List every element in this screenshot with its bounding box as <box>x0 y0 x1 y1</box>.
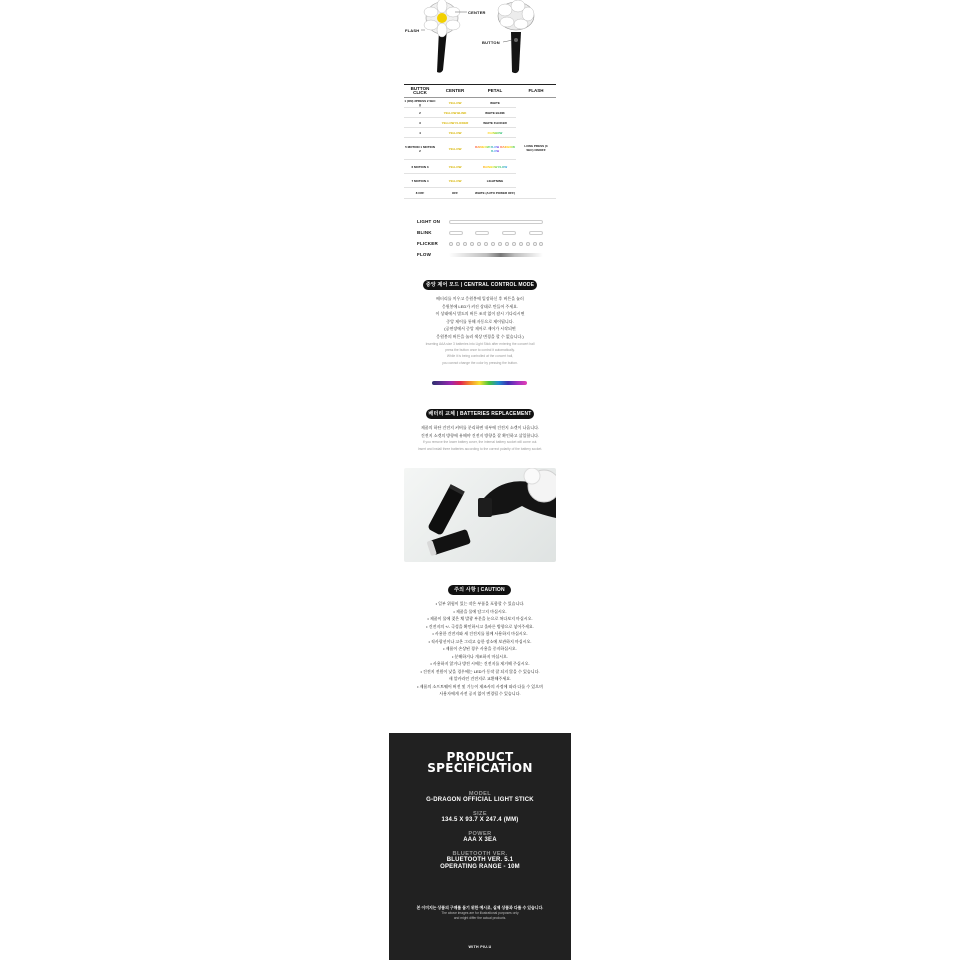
mode-label-blink: BLINK <box>417 230 432 235</box>
cell-center: YELLOW <box>436 128 474 138</box>
spec-note-kr: 본 이미지는 상품의 구매를 돕기 위한 예시로, 실제 상품과 다를 수 있습니다. <box>416 905 544 910</box>
spec-title-line2: SPECIFICATION <box>427 761 533 775</box>
cell-click: 1 (ON) 3PRESS 2 SEC () <box>404 98 436 107</box>
central-kr-line: 배터리를 끼우고 응원봉에 입장하신 후 버튼을 눌러 <box>436 296 524 301</box>
click-number: 7 <box>411 178 414 183</box>
central-kr-line: 이 상태에서 별도의 버튼 조작 없이 잠시 기다리시면 <box>435 311 525 317</box>
cell-petal: LIGHTNING <box>474 174 516 188</box>
spec-power-label: POWER <box>468 831 492 837</box>
caution-item: • 제품을 물에 담그지 마십시오. <box>453 608 507 614</box>
caution-item: • 제품의 소프트웨어 버전 및 기능이 제조사의 사정에 따라 다를 수 있으며 <box>417 683 543 689</box>
header-center: CENTER <box>436 85 474 98</box>
petal-sub: RAINBOW FLOW <box>490 144 515 153</box>
flicker-pattern <box>449 242 543 246</box>
central-en-line: While it is being controlled at the concert hall, <box>446 354 514 359</box>
petal-sub: (AUTO POWER OFF) <box>485 191 515 195</box>
central-kr-line: (공연장에서 중앙 제어로 제어가 시작되면 <box>444 326 516 332</box>
header-button-click: BUTTON CLICK <box>404 85 436 98</box>
caution-item: • 일부 위험이 있는 작은 부품을 포함할 수 있습니다. <box>435 601 525 606</box>
battery-en-line: Insert and install three batteries according to the correct polarity of the battery socket. <box>417 446 543 451</box>
spec-note-en: and might differ the actual products. <box>453 916 507 920</box>
cell-click: 2 <box>404 108 436 118</box>
caution-item: • 사용한 건전지와 새 건전지를 함께 사용하지 마십시오. <box>432 631 528 636</box>
cell-center: OFF <box>436 188 474 199</box>
central-kr-line: 응원봉의 버튼을 눌러 색상 변경을 할 수 없습니다.) <box>436 333 524 339</box>
caution-item: 새 알카라인 건전지로 교환해주세요. <box>448 676 512 681</box>
spec-note-en: The above images are for illustrational purposes only <box>441 911 519 915</box>
spec-model-value: G-DRAGON OFFICIAL LIGHT STICK <box>426 797 534 803</box>
caution-item: 사용자에게 사전 공지 없이 변경될 수 있습니다. <box>439 691 521 696</box>
central-control-title: 중앙 제어 모드 | CENTRAL CONTROL MODE <box>423 280 537 290</box>
spec-bluetooth-label: BLUETOOTH VER. <box>452 851 508 857</box>
spec-bluetooth-value: BLUETOOTH VER. 5.1 <box>446 857 514 863</box>
mode-label-light-on: LIGHT ON <box>417 219 441 224</box>
central-en-line: you cannot change the color by pressing the button. <box>442 360 518 365</box>
spec-size-label: SIZE <box>472 811 488 817</box>
light-stick-illustration <box>395 0 565 80</box>
cell-center: YELLOW <box>436 138 474 160</box>
spec-power-value: AAA X 3EA <box>463 837 497 843</box>
motion-label: MOTION 2 <box>419 144 435 153</box>
cell-petal <box>474 138 516 160</box>
caution-item: • 제품이 물에 젖은 채 발광 부분을 눈으로 쳐다보지 마십시오. <box>427 616 533 621</box>
caution-item: • 건전지 전원이 낮을 경우에는 LED가 동작 잘 되지 않을 수 있습니다. <box>420 668 540 674</box>
cell-petal: WHITE <box>474 98 516 108</box>
center-callout: CENTER <box>468 10 486 15</box>
central-kr-line: 응원봉에 LED가 켜진 상태로 만들어 주세요. <box>441 303 519 309</box>
caution-item: • 분해하거나 개조하지 마십시오. <box>451 653 509 659</box>
click-number: 6 <box>411 164 414 169</box>
spec-size-value: 134.5 X 93.7 X 247.4 (MM) <box>441 817 519 823</box>
cell-center: YELLOW BLINK <box>436 108 474 118</box>
motion-label: MOTION 1 <box>407 144 423 149</box>
cell-click <box>404 138 436 160</box>
header-petal: PETAL <box>474 85 516 98</box>
caution-item: • 제품이 손상된 경우 사용을 중지하십시오. <box>443 646 517 651</box>
central-kr-line: 중앙 제어를 통해 자동으로 제어됩니다. <box>446 318 514 324</box>
button-function-table <box>404 84 556 199</box>
flow-bar <box>449 253 543 257</box>
battery-photo <box>404 468 556 562</box>
motion-label: MOTION 3 <box>414 164 429 169</box>
color-spectrum-bar <box>432 381 527 385</box>
spec-range-value: OPERATING RANGE - 10M <box>440 864 520 870</box>
button-callout: BUTTON <box>482 40 500 45</box>
central-en-line: press the button once to control it automatically. <box>445 347 515 352</box>
spec-footer: WITH PIU-U <box>468 945 492 949</box>
battery-en-line: If you remove the lower battery cover, the internal battery socket will come out. <box>422 440 538 445</box>
cell-center: YELLOW <box>436 174 474 188</box>
cell-petal: RAINBOW <box>474 128 516 138</box>
battery-title: 배터리 교체 | BATTERIES REPLACEMENT <box>426 409 534 419</box>
light-on-bar <box>449 220 543 224</box>
cell-petal: WHITE BLINK <box>474 108 516 118</box>
flash-callout: FLASH <box>405 28 420 33</box>
product-specification-panel <box>389 733 571 960</box>
cell-click <box>404 174 436 188</box>
click-number: 5 <box>405 144 407 149</box>
mode-label-flow: FLOW <box>417 252 432 257</box>
caution-title: 주의 사항 | CAUTION <box>448 585 511 595</box>
cell-click <box>404 160 436 174</box>
header-flash: FLASH <box>516 85 556 98</box>
cell-petal: WHITE FLICKER <box>474 118 516 128</box>
cell-click: 4 <box>404 128 436 138</box>
cell-petal: RAINBOW FLOW <box>474 160 516 174</box>
cell-click: 8 OFF <box>404 188 436 199</box>
battery-kr-line: 건전지 소켓의 방향에 유해야 건전지 방향을 잘 확인하고 삽입합니다. <box>420 432 540 438</box>
spec-title-line1: PRODUCT <box>446 750 514 764</box>
light-stick-front <box>424 0 460 73</box>
caution-item: • 직사광선이나 고온 그리고 습한 장소에 보관하지 마십시오. <box>428 638 532 644</box>
battery-kr-line: 제품의 하단 건전지 커버를 분리하면 내부에 건전지 소켓이 나옵니다. <box>420 425 540 430</box>
central-en-line: Inserting AAA size 3 batteries into Light Stick after entering the concert hall <box>425 341 535 346</box>
central-control-text <box>400 295 560 366</box>
cell-click: 3 <box>404 118 436 128</box>
cell-petal <box>474 188 516 199</box>
petal-value: RAINBOW FLOW <box>475 144 500 149</box>
cell-center: YELLOW <box>436 98 474 108</box>
cell-center: YELLOW FLICKER <box>436 118 474 128</box>
caution-item: • 사용하지 않거나 방전 시에는 건전지를 제거해 주십시오. <box>430 661 530 666</box>
table-row <box>404 98 556 108</box>
battery-text <box>400 424 560 452</box>
light-stick-side <box>498 0 534 73</box>
blink-pattern <box>449 231 543 235</box>
cell-flash-note: LONG PRESS (3 SEC) ON/OFF <box>516 98 556 199</box>
cell-center: YELLOW <box>436 160 474 174</box>
spec-model-label: MODEL <box>468 791 492 797</box>
caution-list <box>400 600 560 698</box>
motion-label: MOTION 4 <box>414 178 429 183</box>
petal-value: WHITE <box>475 191 485 195</box>
mode-label-flicker: FLICKER <box>417 241 438 246</box>
caution-item: • 건전지의 +/- 극성을 확인하시고 올바른 방향으로 넣어주세요. <box>426 623 534 629</box>
